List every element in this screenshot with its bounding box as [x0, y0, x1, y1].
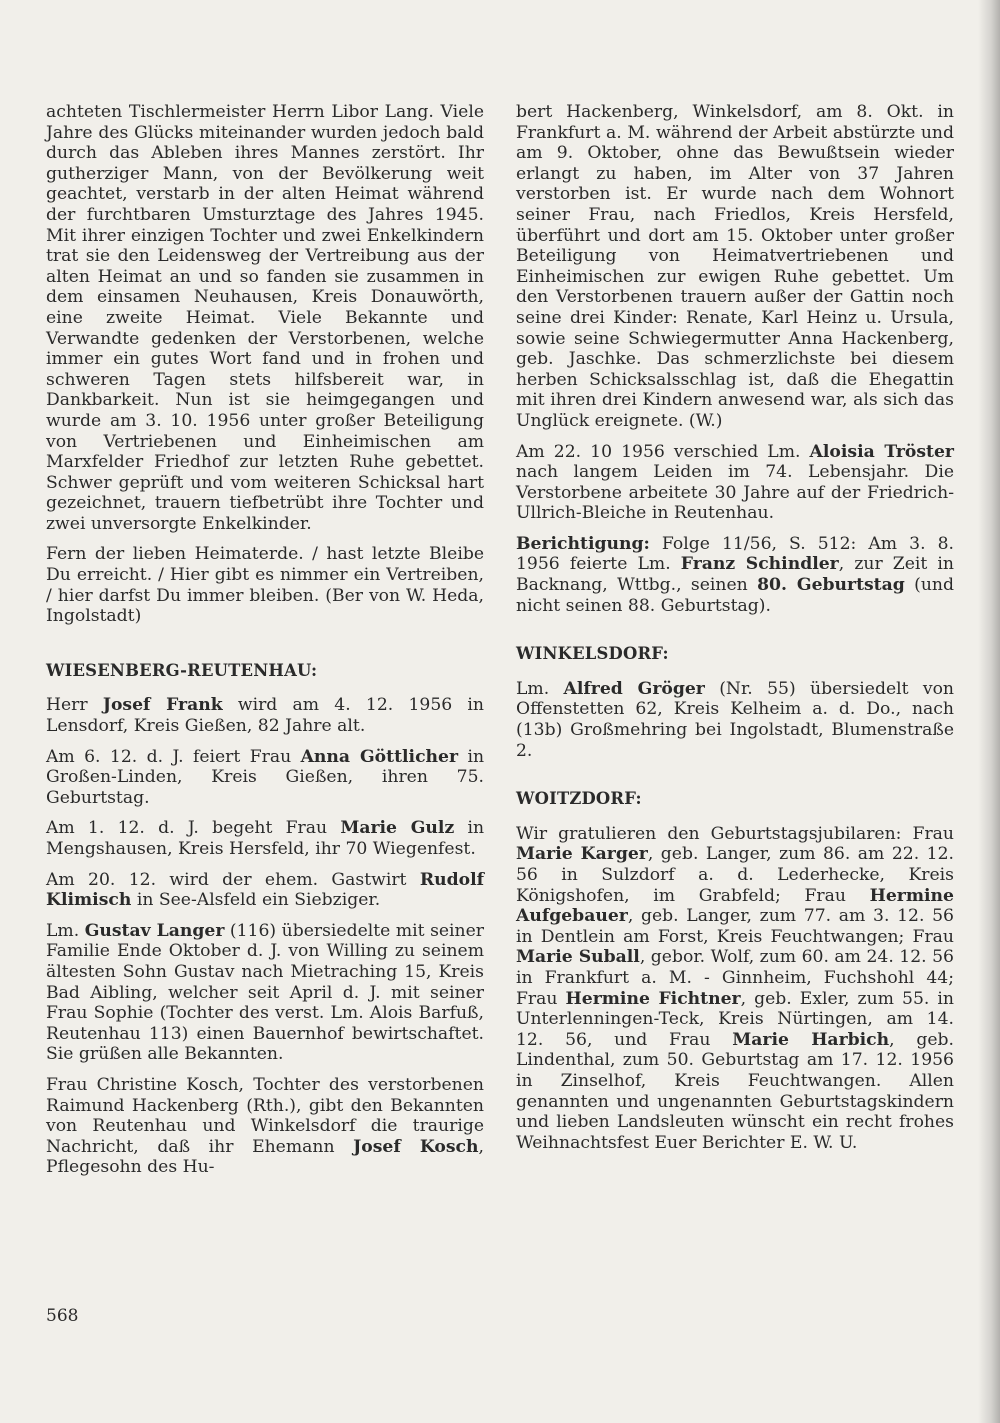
notice-klimisch: Am 20. 12. wird der ehem. Gastwirt Rudolf Klimisch in See-Alsfeld ein Siebziger.: [46, 869, 484, 911]
person-name: Josef Kosch: [353, 1136, 479, 1157]
notice-woitzdorf-birthdays: Wir gratulieren den Geburtstagsjubilaren: Frau Marie Karger, geb. Langer, zum 86. am 22. 12. 56 in Sulzdorf a. d. Lederhecke, Kreis Königshofen, im Grabfeld; Frau Hermine Aufgebauer, geb. Langer, zum 77. am 3. 12. 56 in Dentlein am Forst, Kreis Feuchtwangen; Frau Marie Suball, gebor. Wolf, zum 60. am 24. 12. 56 in Frankfurt a. M. - Ginnheim, Fuchshohl 44; Frau Hermine Fichtner, geb. Exler, zum 55. in Unterlenningen-Teck, Kreis Nürtingen, am 14. 12. 56, und Frau Marie Harbich, geb. Lindenthal, zum 50. Geburtstag am 17. 12. 1956 in Zinselhof, Kreis Feuchtwangen. Allen genannten und ungenannten Geburtstagskindern und lieben Landsleuten wünscht ein recht frohes Weihnachtsfest Euer Berichter E. W. U.: [516, 823, 954, 1153]
person-name: Marie Gulz: [340, 818, 455, 839]
person-name: Josef Frank: [102, 695, 223, 716]
obituary-continuation: achteten Tischlermeister Herrn Libor Lang. Viele Jahre des Glücks miteinander wurden jedoch bald durch das Ableben ihres Mannes zerstört. Ihr gutherziger Mann, von der Bevölkerung weit geachtet, verstarb in der alten Heimat während der furchtbaren Umsturztage des Jahres 1945. Mit ihrer einzigen Tochter und zwei Enkelkindern trat sie den Leidensweg der Vertreibung aus der alten Heimat an und so fanden sie zusammen in dem einsamen Neuhausen, Kreis Donauwörth, eine zweite Heimat. Viele Bekannte und Verwandte gedenken der Verstorbenen, welche immer ein gutes Wort fand und in frohen und schweren Tagen stets hilfsbereit war, in Dankbarkeit. Nun ist sie heimgegangen und wurde am 3. 10. 1956 unter großer Beteiligung von Vertriebenen und Einheimischen am Marxfelder Friedhof zur letzten Ruhe gebettet. Schwer geprüft und vom weiteren Schicksal hart gezeichnet, trauern tiefbetrübt ihre Tochter und zwei unversorgte Enkelkinder.: [46, 102, 484, 534]
correction-label: Berichtigung:: [516, 533, 650, 554]
notice-kosch: Frau Christine Kosch, Tochter des verstorbenen Raimund Hackenberg (Rth.), gibt den Bekannten von Reutenhau und Winkelsdorf die traurige Nachricht, daß ihr Ehemann Josef Kosch, Pflegesohn des Hu-: [46, 1074, 484, 1178]
person-name: Alfred Gröger: [563, 678, 705, 699]
person-name: Aloisia Tröster: [809, 441, 954, 462]
person-name: Rudolf Klimisch: [46, 869, 484, 911]
person-name: Hermine Fichtner: [565, 988, 741, 1009]
section-heading-wiesenberg: WIESENBERG-REUTENHAU:: [46, 660, 318, 680]
person-name: Marie Karger: [516, 844, 648, 865]
person-name: Marie Suball: [516, 947, 640, 968]
notice-frank: Herr Josef Frank wird am 4. 12. 1956 in Lensdorf, Kreis Gießen, 82 Jahre alt.: [46, 695, 484, 737]
notice-gulz: Am 1. 12. d. J. begeht Frau Marie Gulz in Mengshausen, Kreis Hersfeld, ihr 70 Wiegenfest.: [46, 818, 485, 859]
right-column: [516, 102, 954, 1163]
section-heading-winkelsdorf: WINKELSDORF:: [516, 644, 669, 664]
person-name: Hermine Aufgebauer: [516, 885, 954, 927]
section-heading-woitzdorf: WOITZDORF:: [516, 789, 642, 809]
memorial-poem: Fern der lieben Heimaterde. / hast letzte Bleibe Du erreicht. / Hier gibt es nimmer ein Vertreiben, / hier darfst Du immer bleiben. (Ber von W. Heda, Ingolstadt): [46, 544, 484, 627]
left-column: [46, 102, 484, 1178]
notice-goettlicher: Am 6. 12. d. J. feiert Frau Anna Göttlicher in Großen-Linden, Kreis Gießen, ihren 75. Geburtstag.: [46, 746, 485, 808]
person-name: Anna Göttlicher: [300, 746, 459, 767]
birthday-correction: 80. Geburtstag: [757, 575, 905, 596]
page-number: 568: [46, 1306, 79, 1326]
person-name: Gustav Langer: [84, 920, 225, 941]
person-name: Franz Schindler: [680, 554, 839, 575]
notice-correction: Berichtigung: Folge 11/56, S. 512: Am 3. 8. 1956 feierte Lm. Franz Schindler, zur Zeit in Backnang, Wttbg., seinen 80. Geburtstag (und nicht seinen 88. Geburtstag).: [516, 533, 954, 616]
page-edge-shadow: [978, 0, 1000, 1423]
notice-troester: Am 22. 10 1956 verschied Lm. Aloisia Tröster nach langem Leiden im 74. Lebensjahr. Die Verstorbene arbeitete 30 Jahre auf der Friedrich-Ullrich-Bleiche in Reutenhau.: [516, 441, 954, 524]
person-name: Marie Harbich: [732, 1029, 890, 1050]
notice-groeger: Lm. Alfred Gröger (Nr. 55) übersiedelt von Offenstetten 62, Kreis Kelheim a. d. Do., nach (13b) Großmehring bei Ingolstadt, Blumenstraße 2.: [516, 678, 955, 761]
notice-langer: Lm. Gustav Langer (116) übersiedelte mit seiner Familie Ende Oktober d. J. von Willing zu seinem ältesten Sohn Gustav nach Mietraching 15, Kreis Bad Aibling, welcher seit April d. J. mit seiner Frau Sophie (Tochter des verst. Lm. Alois Barfuß, Reutenhau 113) einen Bauernhof bewirtschaftet. Sie grüßen alle Bekannten.: [46, 920, 485, 1065]
notice-kosch-continued: bert Hackenberg, Winkelsdorf, am 8. Okt. in Frankfurt a. M. während der Arbeit abstürzte und am 9. Oktober, ohne das Bewußtsein wieder erlangt zu haben, im Alter von 37 Jahren verstorben ist. Er wurde nach dem Wohnort seiner Frau, nach Friedlos, Kreis Hersfeld, überführt und dort am 15. Oktober unter großer Beteiligung von Heimatvertriebenen und Einheimischen zur ewigen Ruhe gebettet. Um den Verstorbenen trauern außer der Gattin noch seine drei Kinder: Renate, Karl Heinz u. Ursula, sowie seine Schwiegermutter Anna Hackenberg, geb. Jaschke. Das schmerzlichste bei diesem herben Schicksalsschlag ist, daß die Ehegattin mit ihren drei Kindern anwesend war, als sich das Unglück ereignete. (W.): [516, 102, 954, 431]
